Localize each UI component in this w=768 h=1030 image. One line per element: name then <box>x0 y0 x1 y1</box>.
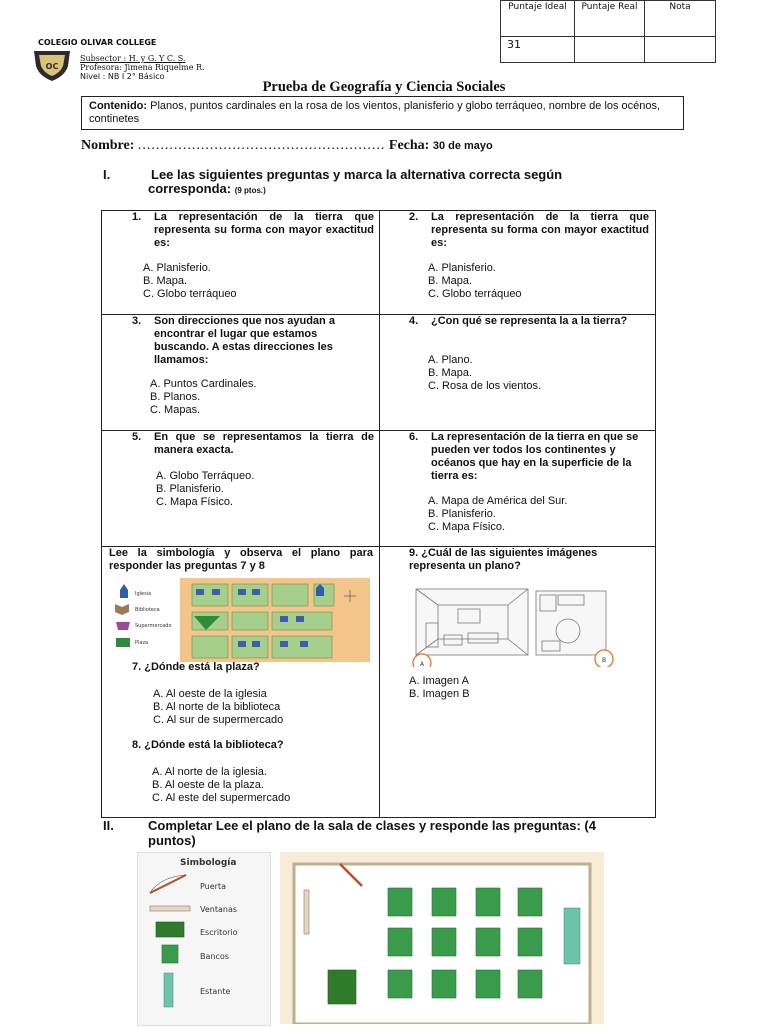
question-9-text: 9. ¿Cuál de las siguientes imágenes representa un plano? <box>409 547 598 572</box>
fecha-value: 30 de mayo <box>432 140 493 152</box>
question-8-options <box>152 766 290 804</box>
option-text[interactable]: A. Al norte de la iglesia. <box>152 766 267 778</box>
question-4-number: 4. <box>409 315 419 327</box>
option-text[interactable]: C. Rosa de los vientos. <box>428 379 542 392</box>
contenido-label: Contenido: <box>89 100 148 112</box>
plano-intro: Lee la simbología y observa el plano para responder las preguntas 7 y 8 <box>109 547 373 572</box>
option-text[interactable]: A. Mapa de América del Sur. <box>428 495 568 507</box>
section-1-number: I. <box>103 167 111 182</box>
legend-puerta: Puerta <box>200 882 227 891</box>
window <box>304 890 309 934</box>
window-symbol <box>150 906 190 911</box>
question-6-number: 6. <box>409 431 419 443</box>
option-text[interactable]: C. Globo terráqueo <box>428 287 522 300</box>
q9-images <box>408 583 622 667</box>
option-text[interactable]: C. Globo terráqueo <box>143 287 237 300</box>
question-2-text: La representación de la tierra que representa su forma con mayor exactitud es: <box>431 211 649 249</box>
section-1-instruction: Lee las siguientes preguntas y marca la alternativa correcta según <box>151 167 563 182</box>
score-header-ideal: Puntaje Ideal <box>501 1 575 37</box>
legend-supermarket-label: Supermercado <box>135 623 172 629</box>
legend-library-label: Biblioteca <box>135 607 160 613</box>
contenido-box <box>81 96 684 130</box>
score-ideal-value: 31 <box>501 37 575 63</box>
city-map-figure <box>108 578 370 662</box>
nivel-line: Nivel : NB I 2° Básico <box>80 72 165 81</box>
question-2-options <box>428 262 522 300</box>
shelf <box>564 908 580 964</box>
profesora-line: Profesora: Jimena Riquelme R. <box>80 63 205 72</box>
option-text[interactable]: A. Planisferio. <box>143 262 211 274</box>
option-text[interactable]: C. Mapa Físico. <box>428 520 506 533</box>
option-text[interactable]: C. Mapa Físico. <box>156 495 234 508</box>
question-5-options <box>156 470 254 508</box>
question-9-options <box>409 675 470 701</box>
subsector-line: Subsector : H. y G. Y C. S. <box>80 54 186 63</box>
option-text[interactable]: B. Planisferio. <box>428 507 496 520</box>
question-8-text: 8. ¿Dónde está la biblioteca? <box>132 739 284 751</box>
question-3-text: Son direcciones que nos ayudan a encontrar el lugar que estamos buscando. A estas direcciones les llamamos: <box>154 315 335 366</box>
question-1-options <box>143 262 237 300</box>
option-text[interactable]: B. Planisferio. <box>156 482 224 495</box>
question-1-number: 1. <box>132 211 142 223</box>
question-4-text: ¿Con qué se representa la a la tierra? <box>431 315 628 327</box>
nombre-dots: ....................................................... <box>137 138 386 153</box>
contenido-text: Planos, puntos cardinales en la rosa de los vientos, planisferio y globo terráqueo, nombre de los océnos, continetes <box>89 100 661 125</box>
score-real-value <box>575 37 645 63</box>
label-a: A <box>419 661 425 667</box>
simbologia-title: Simbología <box>180 858 237 868</box>
option-text[interactable]: A. Planisferio. <box>428 262 496 274</box>
school-shield-logo <box>32 48 72 82</box>
question-6-options <box>428 495 567 533</box>
svg-text:OC: OC <box>45 62 59 71</box>
cart-icon <box>116 622 130 630</box>
score-header-real: Puntaje Real <box>575 1 645 37</box>
question-3-options <box>150 378 256 416</box>
legend-plaza-label: Plaza <box>135 640 149 646</box>
legend-estante: Estante <box>200 987 231 996</box>
question-1-text: La representación de la tierra que representa su forma con mayor exactitud es: <box>154 211 374 249</box>
classroom-legend-figure <box>138 853 270 1025</box>
question-7-text: 7. ¿Dónde está la plaza? <box>132 661 260 673</box>
option-text[interactable]: B. Mapa. <box>428 366 473 379</box>
image-b-plan <box>536 591 606 655</box>
score-header-nota: Nota <box>645 1 716 37</box>
score-nota-value <box>645 37 716 63</box>
school-name: COLEGIO OLIVAR COLLEGE <box>38 38 157 47</box>
option-text[interactable]: A. Puntos Cardinales. <box>150 378 257 390</box>
question-4-options <box>428 354 541 392</box>
section-1-points: (9 ptos.) <box>234 186 266 195</box>
option-text[interactable]: A. Al oeste de la iglesia <box>153 688 267 700</box>
classroom-legend <box>137 852 271 1026</box>
legend-bancos: Bancos <box>200 952 229 961</box>
q9-room-images <box>408 583 622 667</box>
option-text[interactable]: C. Al este del supermercado <box>152 791 291 804</box>
nombre-label: Nombre: <box>81 138 135 153</box>
option-text[interactable]: A. Plano. <box>428 354 473 366</box>
question-5-number: 5. <box>132 431 142 443</box>
section-1-instruction-2 <box>148 181 266 198</box>
score-table <box>500 0 716 63</box>
door-symbol <box>150 875 186 893</box>
section-2-line-1: Completar Lee el plano de la sala de clases y responde las preguntas: (4 <box>148 818 596 833</box>
classroom-plan-figure <box>280 852 604 1024</box>
classroom-plan <box>280 852 604 1024</box>
option-text[interactable]: B. Al norte de la biblioteca <box>153 700 281 713</box>
legend-church-label: Iglesia <box>135 591 152 597</box>
option-text[interactable]: C. Al sur de supermercado <box>153 713 284 726</box>
option-text[interactable]: B. Mapa. <box>428 274 473 287</box>
plaza-icon <box>116 638 130 647</box>
question-3-number: 3. <box>132 315 142 327</box>
option-text[interactable]: B. Mapa. <box>143 274 188 287</box>
bench-symbol <box>162 945 178 963</box>
option-text[interactable]: B. Imagen B <box>409 687 470 700</box>
section-2-instruction <box>148 818 688 848</box>
option-text[interactable]: B. Al oeste de la plaza. <box>152 778 264 791</box>
desk <box>328 970 356 1004</box>
question-6-text: La representación de la tierra en que se pueden ver todos los continentes y océanos que hay en la superficie de la tierra es: <box>431 431 639 482</box>
label-b: B <box>601 657 607 664</box>
grid-divider-vertical <box>379 211 380 817</box>
question-5-text: En que se representamos la tierra de manera exacta. <box>154 431 374 456</box>
legend-escritorio: Escritorio <box>200 928 238 937</box>
option-text[interactable]: A. Imagen A <box>409 675 469 687</box>
nombre-line <box>81 138 493 154</box>
shelf-symbol <box>164 973 173 1007</box>
desk-symbol <box>156 922 184 937</box>
section-1-corresponda: corresponda: <box>148 181 232 196</box>
question-2-number: 2. <box>409 211 419 223</box>
page-title: Prueba de Geografía y Ciencia Sociales <box>262 79 506 95</box>
image-a-room <box>416 589 528 655</box>
legend-ventanas: Ventanas <box>200 905 238 914</box>
option-text[interactable]: B. Planos. <box>150 390 201 403</box>
option-text[interactable]: A. Globo Terráqueo. <box>156 470 255 482</box>
section-2-line-2: puntos) <box>148 833 196 848</box>
question-7-options <box>153 688 283 726</box>
fecha-label: Fecha: <box>388 138 430 153</box>
section-2-number: II. <box>103 818 114 833</box>
option-text[interactable]: C. Mapas. <box>150 403 201 416</box>
questions-grid <box>101 210 656 818</box>
city-map-image <box>108 578 370 662</box>
